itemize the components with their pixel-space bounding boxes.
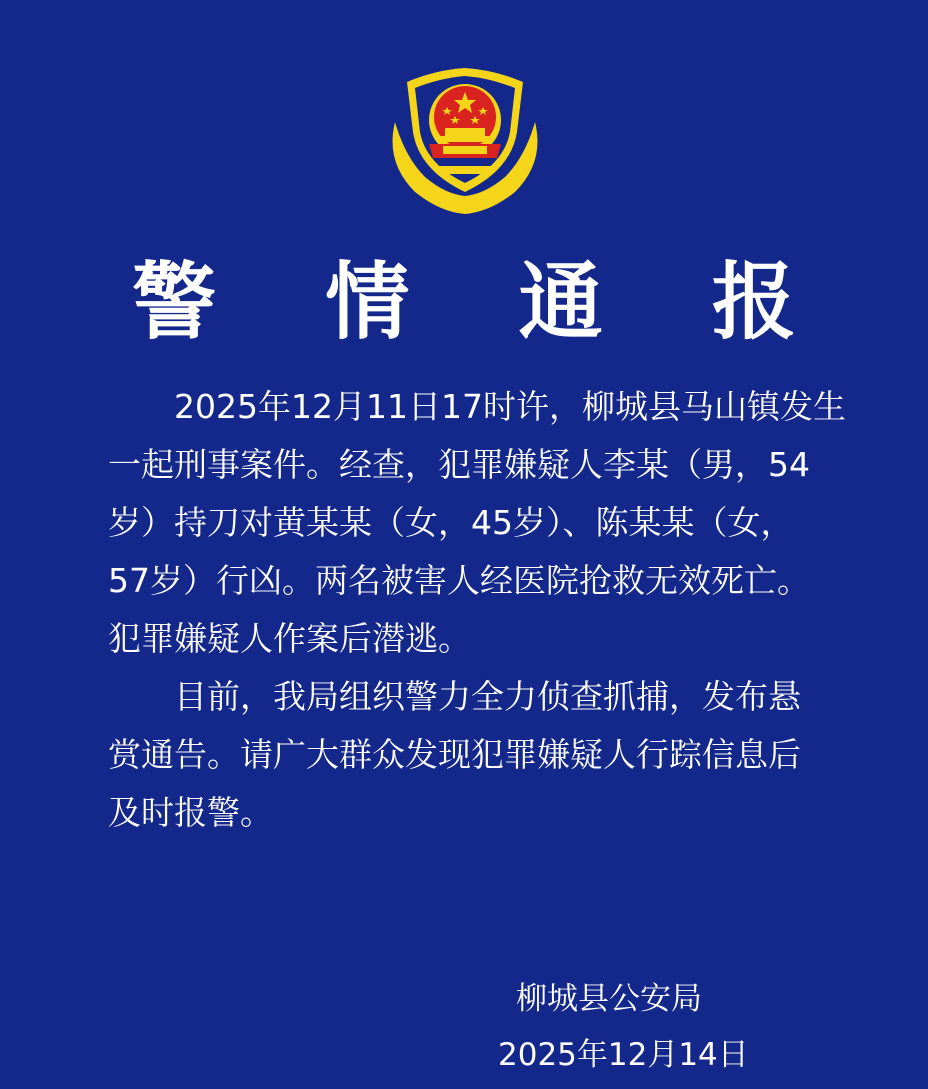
body-line: 赏通告。请广大群众发现犯罪嫌疑人行踪信息后 bbox=[108, 735, 801, 774]
body-line: 岁）持刀对黄某某（女，45岁）、陈某某（女， bbox=[108, 503, 794, 542]
police-emblem-icon bbox=[385, 62, 545, 222]
body-line: 一起刑事案件。经查，犯罪嫌疑人李某（男，54 bbox=[108, 445, 810, 484]
body-line: 目前，我局组织警力全力侦查抓捕，发布悬 bbox=[174, 677, 801, 716]
notice-body bbox=[108, 378, 846, 842]
body-line: 2025年12月11日17时许，柳城县马山镇发生 bbox=[174, 387, 846, 426]
body-line: 及时报警。 bbox=[108, 793, 273, 832]
page-title: 警 情 通 报 bbox=[132, 252, 836, 351]
issue-date: 2025年12月14日 bbox=[498, 1037, 749, 1073]
body-line: 犯罪嫌疑人作案后潜逃。 bbox=[108, 619, 471, 658]
body-line: 57岁）行凶。两名被害人经医院抢救无效死亡。 bbox=[108, 561, 810, 600]
issuer-signature: 柳城县公安局 bbox=[516, 981, 702, 1017]
